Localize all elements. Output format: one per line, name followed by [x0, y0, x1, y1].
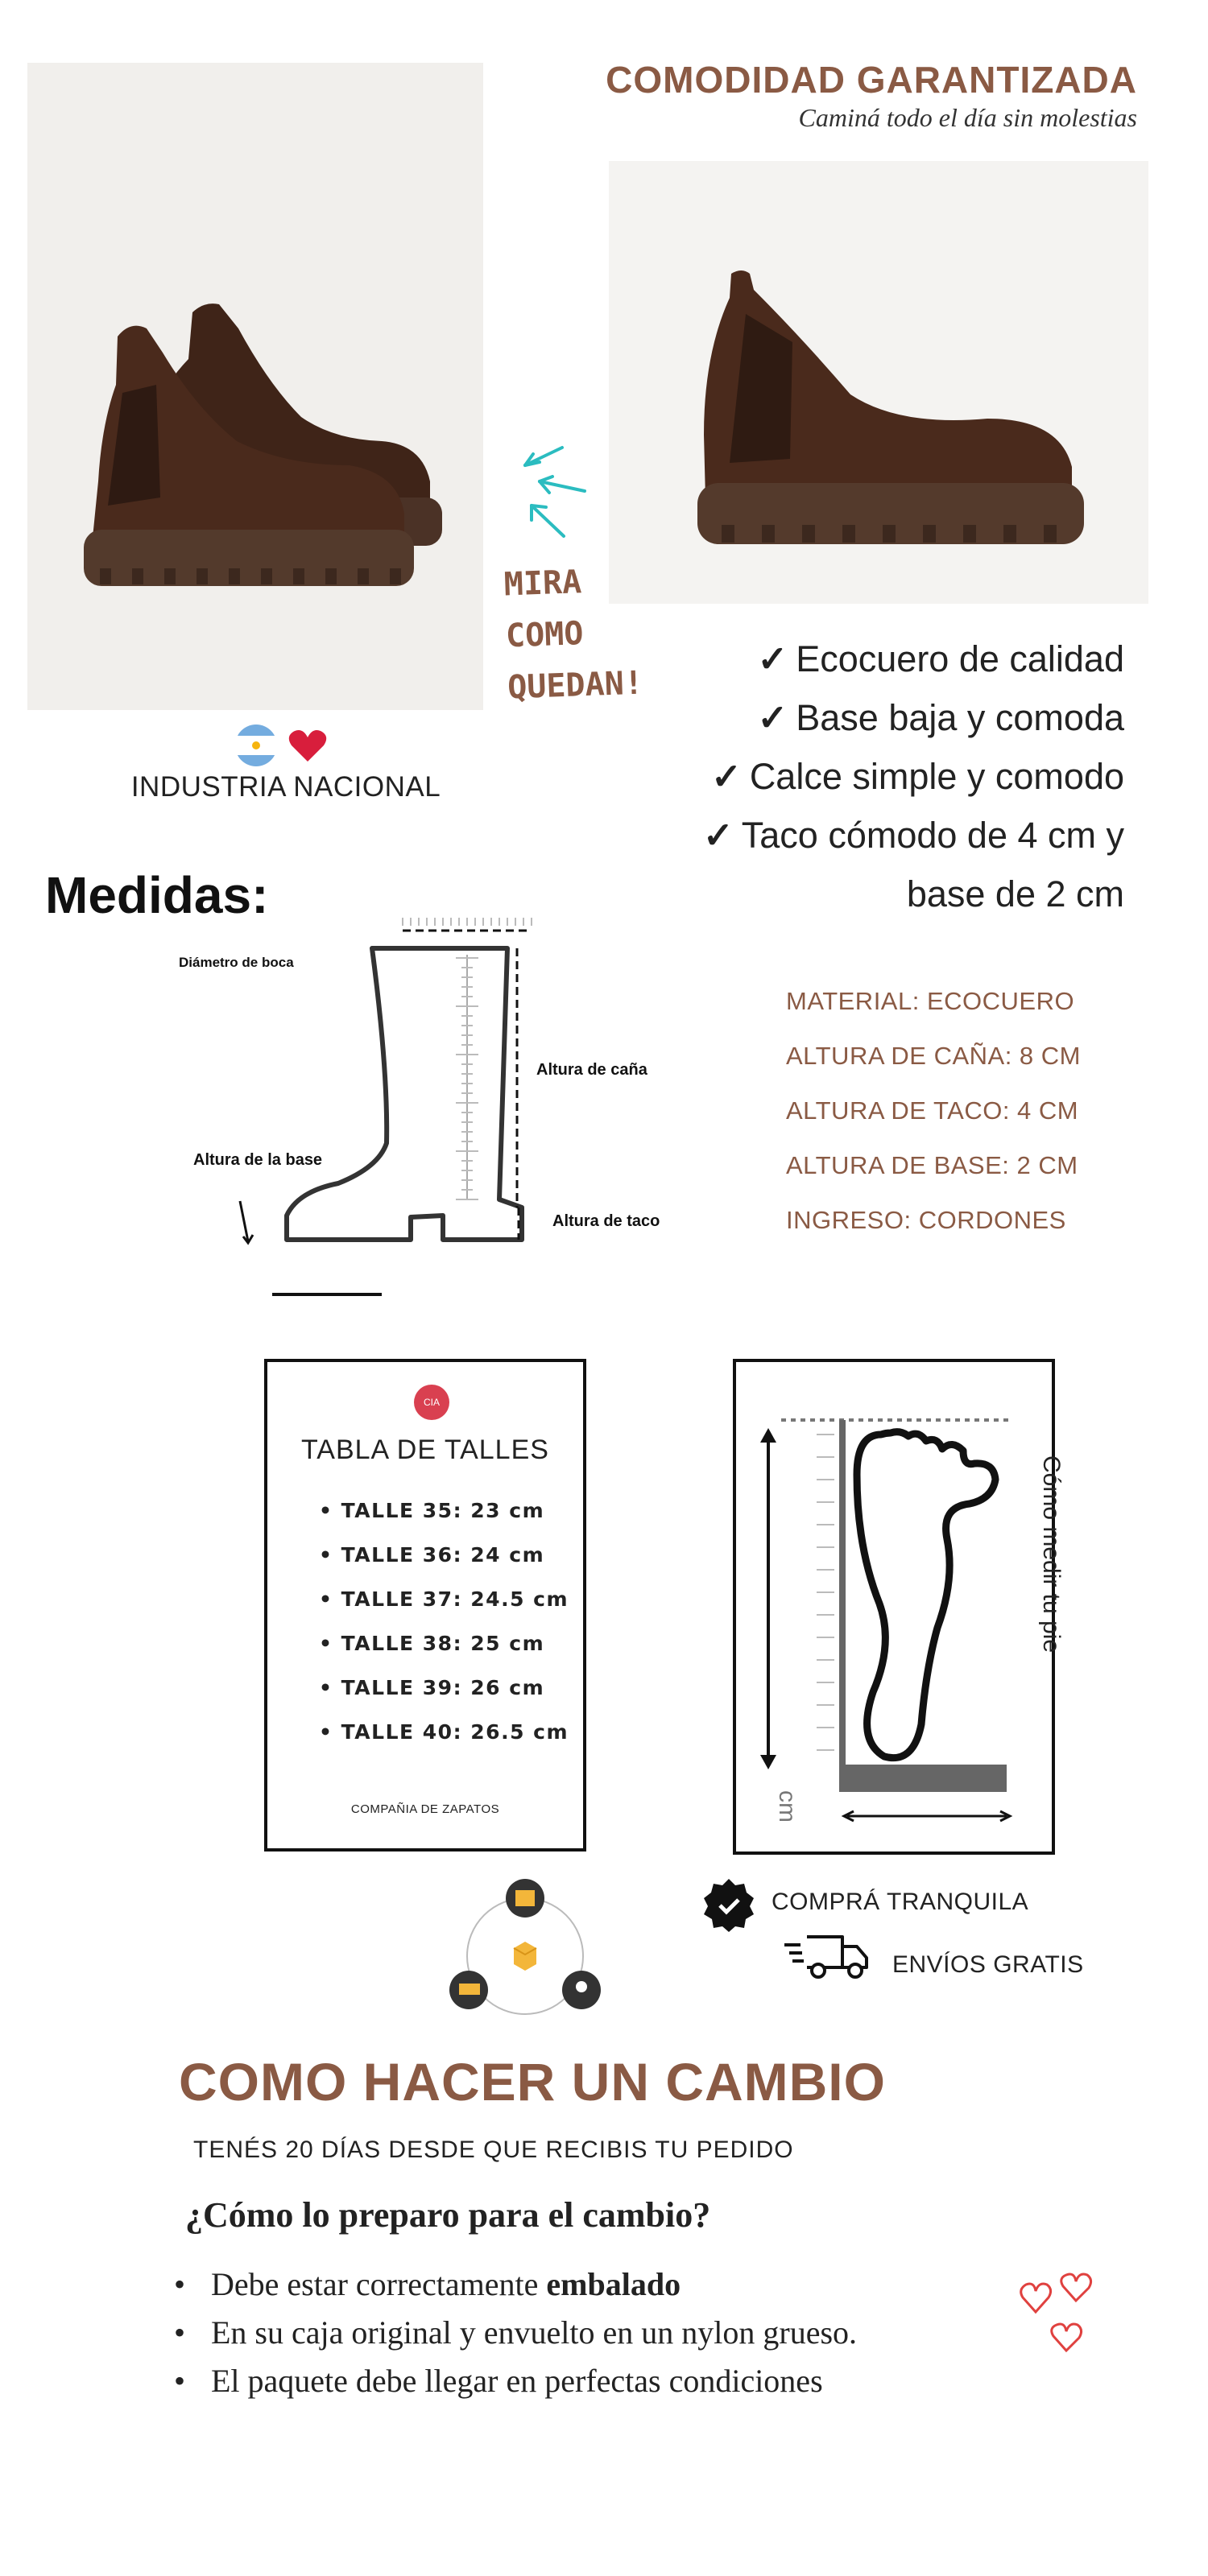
check-icon: ✓ — [757, 697, 788, 738]
size-row: • TALLE 37: 24.5 cm — [319, 1587, 569, 1611]
compra-tranquila-label: COMPRÁ TRANQUILA — [772, 1889, 1029, 1915]
size-table-title: TABLA DE TALLES — [301, 1435, 549, 1465]
mira-line-1: MIRA — [503, 564, 582, 604]
spec-item: ALTURA DE TACO: 4 CM — [786, 1096, 1079, 1125]
feature-item: ✓ Base baja y comoda — [757, 697, 1124, 738]
label-altura-base: Altura de la base — [193, 1151, 323, 1169]
spec-item: INGRESO: CORDONES — [786, 1206, 1066, 1234]
boot-measure-diagram — [161, 910, 709, 1328]
size-row: • TALLE 39: 26 cm — [319, 1676, 545, 1699]
spec-list — [786, 987, 1124, 1261]
foot-measure-card — [733, 1359, 1055, 1855]
argentina-flag-heart-icon — [234, 721, 338, 770]
brand-logo: CIA — [414, 1385, 449, 1420]
order-process-icon — [445, 1876, 606, 2029]
list-item: • El paquete debe llegar en perfectas condiciones — [169, 2357, 974, 2405]
cambio-title: COMO HACER UN CAMBIO — [179, 2052, 886, 2112]
label-altura-taco: Altura de taco — [552, 1212, 660, 1230]
product-photo-left — [27, 63, 483, 710]
check-icon: ✓ — [703, 815, 734, 856]
feature-item: ✓ Taco cómodo de 4 cm y — [703, 815, 1124, 856]
unit-label: cm — [774, 1790, 801, 1823]
size-row: • TALLE 38: 25 cm — [319, 1632, 545, 1655]
cambio-list — [169, 2260, 974, 2405]
cambio-subtitle: TENÉS 20 DÍAS DESDE QUE RECIBIS TU PEDIDO — [193, 2136, 794, 2163]
feature-item: ✓ Ecocuero de calidad — [757, 638, 1124, 679]
check-icon: ✓ — [711, 756, 742, 797]
verified-badge-icon — [702, 1877, 755, 1934]
spec-item: ALTURA DE BASE: 2 CM — [786, 1151, 1078, 1179]
spec-item: ALTURA DE CAÑA: 8 CM — [786, 1042, 1082, 1070]
size-row: • TALLE 40: 26.5 cm — [319, 1720, 569, 1744]
hero-subtitle: Caminá todo el día sin molestias — [798, 103, 1137, 132]
feature-item: ✓ Calce simple y comodo — [711, 756, 1124, 797]
product-photo-right — [609, 161, 1148, 604]
hearts-icon — [1016, 2270, 1113, 2359]
hero-title: COMODIDAD GARANTIZADA — [606, 59, 1137, 101]
feature-item: base de 2 cm — [906, 873, 1124, 914]
label-altura-cana: Altura de caña — [536, 1061, 647, 1079]
size-row: • TALLE 36: 24 cm — [319, 1543, 545, 1567]
check-icon: ✓ — [757, 638, 788, 679]
feature-list — [512, 630, 1124, 923]
cambio-question: ¿Cómo lo preparo para el cambio? — [185, 2195, 711, 2235]
como-medir-label: Cómo medir tu pie — [1038, 1455, 1065, 1653]
foot-ruler-diagram — [736, 1362, 1052, 1852]
delivery-truck-icon — [783, 1930, 871, 1982]
mira-line-2: COMO — [505, 615, 585, 655]
size-table-footer: COMPAÑIA DE ZAPATOS — [350, 1802, 500, 1816]
industria-nacional-label: INDUSTRIA NACIONAL — [130, 771, 441, 803]
size-row: • TALLE 35: 23 cm — [319, 1499, 545, 1522]
list-item: • En su caja original y envuelto en un nylon grueso. — [169, 2309, 936, 2357]
mira-line-3: QUEDAN! — [507, 664, 644, 707]
boot-pair-image — [27, 63, 483, 710]
label-diametro-boca: Diámetro de boca — [179, 955, 294, 970]
size-table-card — [264, 1359, 586, 1852]
boot-side-image — [609, 161, 1148, 604]
pointing-arrows-icon — [515, 441, 596, 546]
size-list — [319, 1499, 569, 1765]
list-item: • Debe estar correctamente embalado — [169, 2260, 974, 2309]
envios-gratis-label: ENVÍOS GRATIS — [892, 1951, 1084, 1978]
medidas-title: Medidas: — [45, 866, 269, 924]
spec-item: MATERIAL: ECOCUERO — [786, 987, 1075, 1015]
